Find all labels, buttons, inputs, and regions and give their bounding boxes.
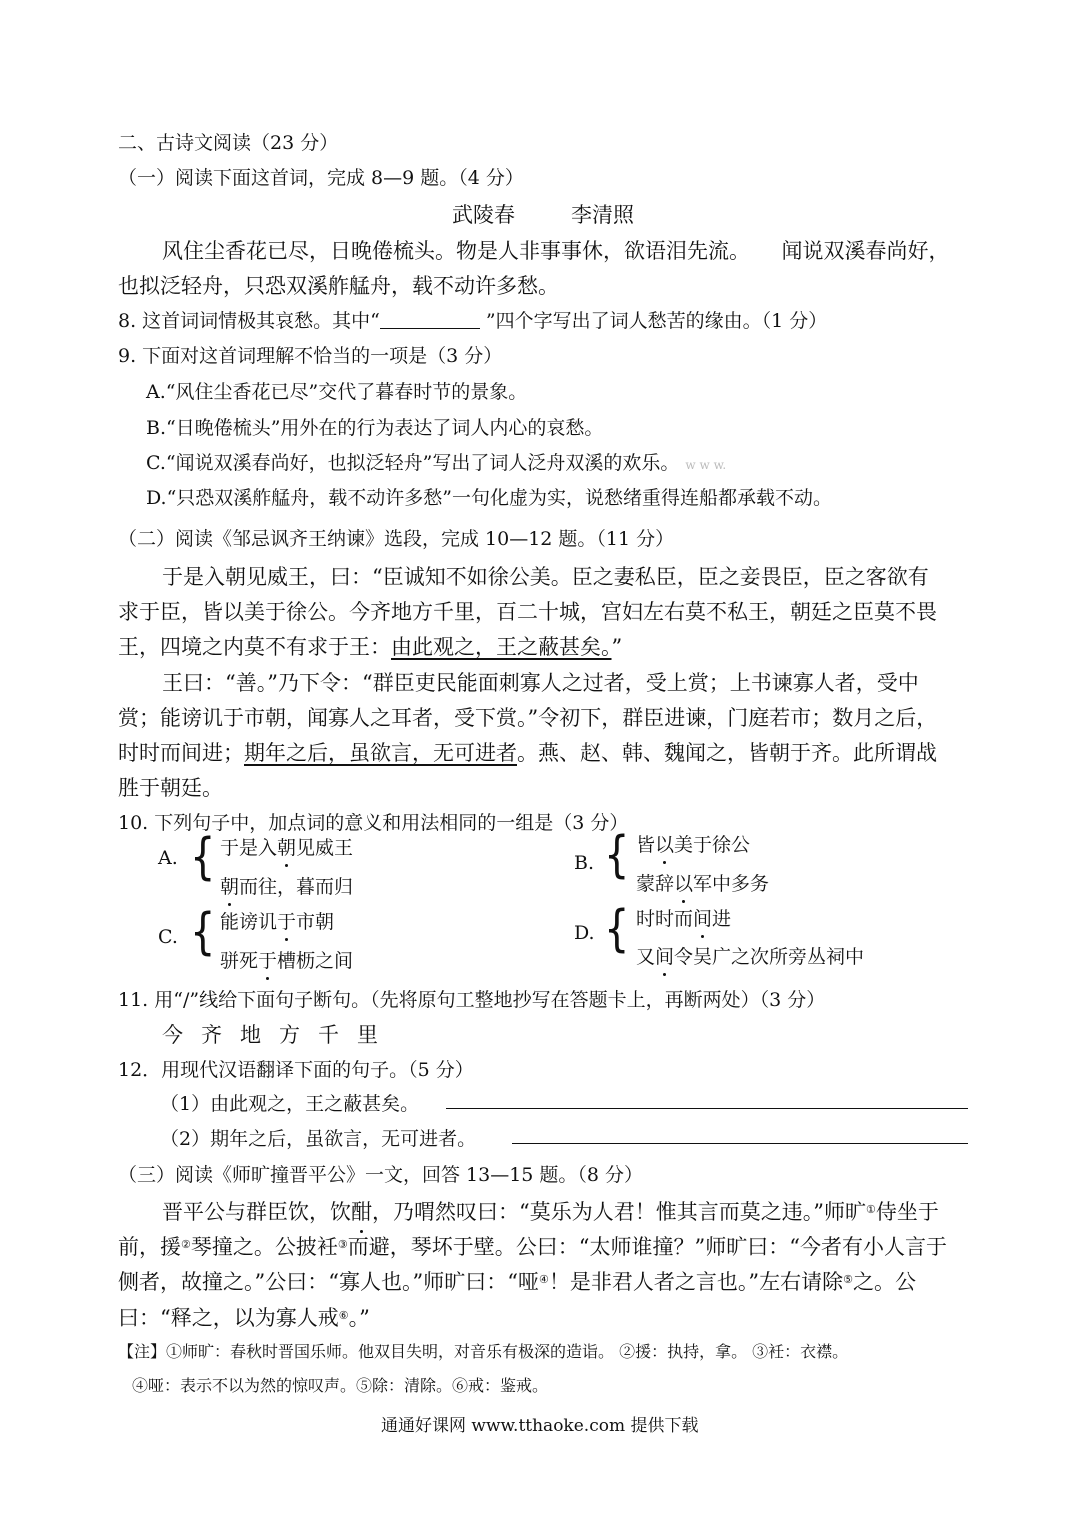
brace-icon: { bbox=[190, 903, 216, 961]
passage-line: 前，援②琴撞之。公披衽③而避，琴坏于壁。公曰：“太师谁撞？”师旷曰：“今者有小人言于 bbox=[118, 1235, 947, 1259]
poem-title: 武陵春 bbox=[452, 203, 515, 227]
passage-line: 曰：“释之，以为寡人戒⑥。” bbox=[118, 1306, 370, 1330]
page-footer: 通通好课网 www.tthaoke.com 提供下载 bbox=[381, 1416, 699, 1436]
question-9: 9. 下面对这首词理解不恰当的一项是（3 分） bbox=[118, 345, 503, 367]
option-a-label: A. bbox=[158, 847, 178, 869]
option-a-line-2: 朝而往，暮而归 bbox=[220, 872, 353, 899]
question-8 bbox=[118, 306, 827, 333]
passage-line bbox=[118, 737, 937, 767]
brace-icon: { bbox=[604, 900, 630, 958]
answer-line[interactable] bbox=[512, 1143, 968, 1144]
dotted-word: 以 bbox=[674, 869, 693, 896]
option-c-line-1: 能谤讥于市朝 bbox=[220, 907, 334, 934]
option-d-label: D. bbox=[574, 922, 595, 944]
dotted-word: 朝 bbox=[220, 872, 239, 899]
passage-line: 胜于朝廷。 bbox=[118, 776, 223, 800]
footnote-marker: ② bbox=[181, 1238, 191, 1251]
passage-text: ” bbox=[611, 635, 623, 659]
answer-line[interactable] bbox=[446, 1108, 968, 1109]
passage-line: 于是入朝见威王，曰：“臣诚知不如徐公美。臣之妻私臣，臣之妾畏臣，臣之客欲有 bbox=[162, 565, 929, 589]
passage-text: 。燕、赵、韩、魏闻之，皆朝于齐。此所谓战 bbox=[517, 741, 937, 765]
question-10: 10. 下列句子中，加点词的意义和用法相同的一组是（3 分） bbox=[118, 812, 629, 834]
poem-line-2: 也拟泛轻舟，只恐双溪舴艋舟，载不动许多愁。 bbox=[118, 274, 559, 298]
option-a-line-1: 于是入朝见威王 bbox=[220, 833, 353, 860]
poem-author: 李清照 bbox=[571, 203, 634, 227]
option-d-line-2: 又间令吴广之次所旁丛祠中 bbox=[636, 942, 864, 969]
option-b-line-1: 皆以美于徐公 bbox=[636, 830, 750, 857]
answer-blank[interactable] bbox=[380, 310, 480, 329]
section-title: 二、古诗文阅读（23 分） bbox=[118, 132, 339, 154]
passage-line bbox=[118, 631, 622, 661]
option-b-label: B. bbox=[574, 852, 595, 874]
faint-watermark: w w w. bbox=[685, 458, 727, 472]
option-c-text: C.“闻说双溪春尚好，也拟泛轻舟”写出了词人泛舟双溪的欢乐。 bbox=[146, 452, 680, 474]
dotted-word: 以 bbox=[655, 830, 674, 857]
question-12-item-1: （1）由此观之，王之蔽甚矣。 bbox=[160, 1093, 420, 1115]
underlined-sentence: 由此观之，王之蔽甚矣。 bbox=[391, 635, 612, 659]
footnote-marker: ④ bbox=[538, 1273, 549, 1286]
option-d-line-1: 时时而间进 bbox=[636, 904, 731, 931]
dotted-word: 于 bbox=[258, 946, 277, 973]
question-8-text-end: ”四个字写出了词人愁苦的缘由。（1 分） bbox=[479, 310, 828, 332]
passage-line: 侧者，故撞之。”公曰：“寡人也。”师旷曰：“哑④！是非君人者之言也。”左右请除⑤之。公 bbox=[118, 1270, 916, 1294]
question-12: 12．用现代汉语翻译下面的句子。（5 分） bbox=[118, 1059, 474, 1081]
passage-line: 王曰：“善。”乃下令：“群臣吏民能面刺寡人之过者，受上赏；上书谏寡人者，受中 bbox=[162, 671, 919, 695]
passage-text: 王，四境之内莫不有求于王： bbox=[118, 635, 391, 659]
footnote-marker: ⑥ bbox=[338, 1309, 349, 1322]
option-c bbox=[146, 448, 726, 475]
option-a: A.“风住尘香花已尽”交代了暮春时节的景象。 bbox=[146, 381, 528, 403]
passage-line: 晋平公与群臣饮，饮酣，乃喟然叹曰：“莫乐为人君！惟其言而莫之违。”师旷①侍坐于 bbox=[162, 1196, 939, 1226]
option-b-line-2: 蒙辞以军中多务 bbox=[636, 869, 769, 896]
footnote-line-1: 【注】①师旷：春秋时晋国乐师。他双目失明，对音乐有极深的造诣。 ②援：执持，拿。 ③衽：衣襟。 bbox=[118, 1342, 849, 1361]
passage-text: 时时而间进； bbox=[118, 741, 244, 765]
option-c-line-2: 骈死于槽枥之间 bbox=[220, 946, 353, 973]
underlined-sentence: 期年之后，虽欲言，无可进者 bbox=[244, 741, 517, 765]
question-8-text: 8. 这首词词情极其哀愁。其中“ bbox=[118, 310, 380, 332]
poem-line-1: 风住尘香花已尽，日晚倦梳头。物是人非事事休，欲语泪先流。 闻说双溪春尚好， bbox=[162, 239, 950, 263]
dotted-word: 酣 bbox=[351, 1196, 372, 1226]
footnote-line-2: ④哑：表示不以为然的惊叹声。⑤除：清除。⑥戒：鉴戒。 bbox=[132, 1376, 549, 1395]
question-11-sentence: 今齐地方千里 bbox=[162, 1023, 396, 1047]
dotted-word: 间 bbox=[693, 904, 712, 931]
passage-line: 赏；能谤讥于市朝，闻寡人之耳者，受下赏。”令初下，群臣进谏，门庭若市；数月之后， bbox=[118, 706, 938, 730]
footnote-marker: ⑤ bbox=[843, 1273, 853, 1286]
dotted-word: 间 bbox=[655, 942, 674, 969]
dotted-word: 朝 bbox=[277, 833, 296, 860]
dotted-word: 于 bbox=[277, 907, 296, 934]
part1-instruction: （一）阅读下面这首词，完成 8—9 题。（4 分） bbox=[118, 167, 524, 189]
option-c-label: C. bbox=[158, 926, 178, 948]
footnote-marker: ① bbox=[865, 1203, 876, 1216]
footnote-marker: ③ bbox=[337, 1238, 348, 1251]
question-11: 11. 用“/”线给下面句子断句。（先将原句工整地抄写在答题卡上，再断两处）（3 分） bbox=[118, 989, 826, 1011]
part3-instruction: （三）阅读《师旷撞晋平公》一文，回答 13—15 题。（8 分） bbox=[118, 1164, 644, 1186]
option-d: D.“只恐双溪舴艋舟，载不动许多愁”一句化虚为实，说愁绪重得连船都承载不动。 bbox=[146, 487, 833, 509]
part2-instruction: （二）阅读《邹忌讽齐王纳谏》选段，完成 10—12 题。（11 分） bbox=[118, 528, 675, 550]
brace-icon: { bbox=[190, 828, 216, 886]
question-12-item-2: （2）期年之后，虽欲言，无可进者。 bbox=[160, 1128, 477, 1150]
option-b: B.“日晚倦梳头”用外在的行为表达了词人内心的哀愁。 bbox=[146, 417, 604, 439]
passage-line: 求于臣，皆以美于徐公。今齐地方千里，百二十城，宫妇左右莫不私王，朝廷之臣莫不畏 bbox=[118, 600, 937, 624]
brace-icon: { bbox=[604, 826, 630, 884]
